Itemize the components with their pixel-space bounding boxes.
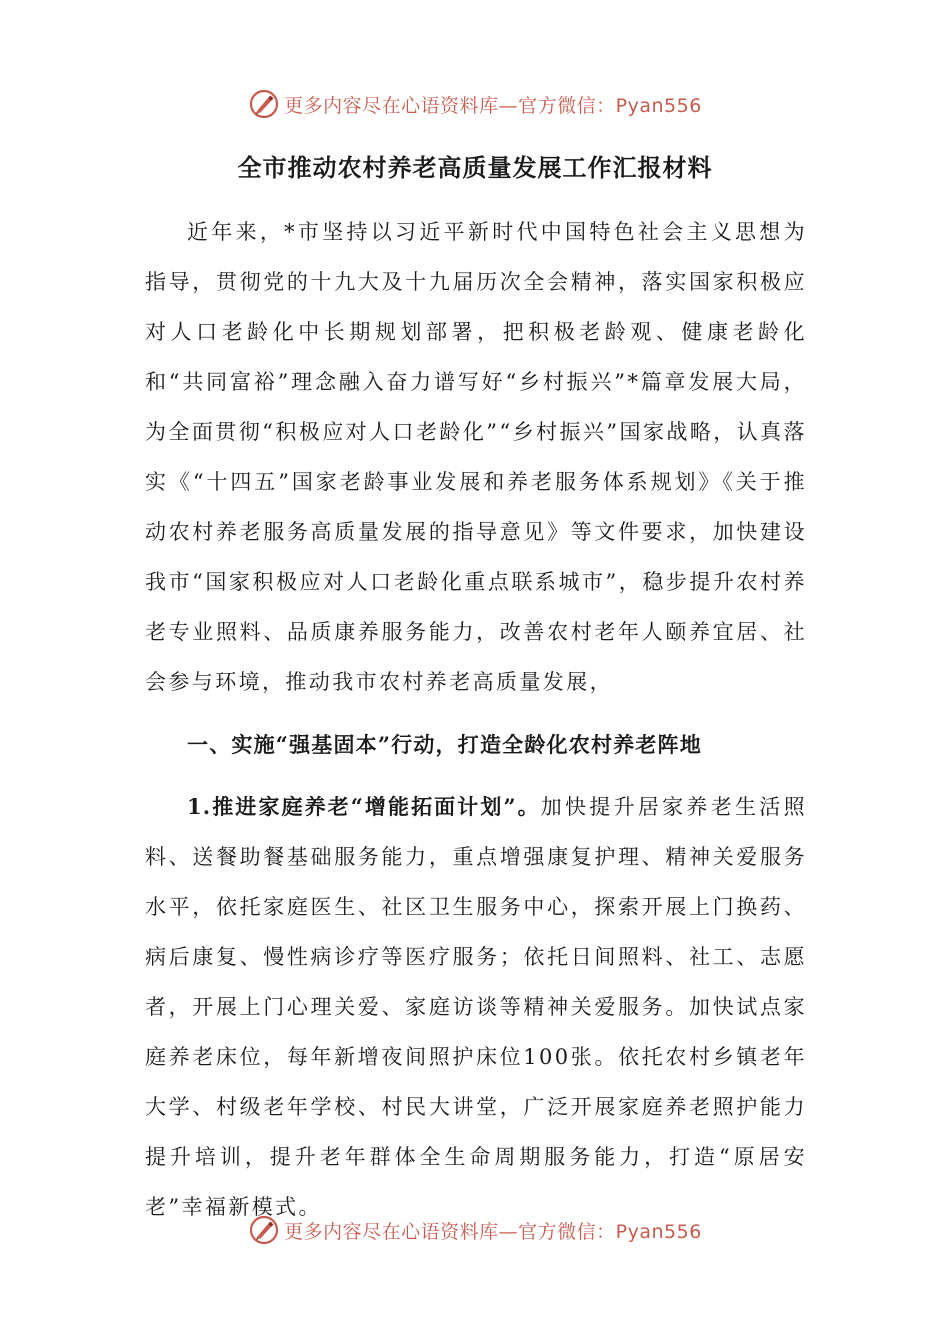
- pen-logo-icon: [248, 88, 280, 120]
- item-1-text: 加快提升居家养老生活照料、送餐助餐基础服务能力，重点增强康复护理、精神关爱服务水平，依托家庭医生、社区卫生服务中心，探索开展上门换药、病后康复、慢性病诊疗等医疗服务；依托日间照料、社工、志愿者，开展上门心理关爱、家庭访谈等精神关爱服务。加快试点家庭养老床位，每年新增夜间照护床位100张。依托农村乡镇老年大学、村级老年学校、村民大讲堂，广泛开展家庭养老照护能力提升培训，提升老年群体全生命周期服务能力，打造“原居安老”幸福新模式。: [145, 795, 807, 1219]
- pen-logo-icon: [248, 1214, 280, 1246]
- section-heading-1: 一、实施“强基固本”行动，打造全龄化农村养老阵地: [187, 732, 702, 757]
- intro-paragraph: 近年来，*市坚持以习近平新时代中国特色社会主义思想为指导，贯彻党的十九大及十九届历次全会精神，落实国家积极应对人口老龄化中长期规划部署，把积极老龄观、健康老龄化和“共同富裕”理念融入奋力谱写好“乡村振兴”*篇章发展大局，为全面贯彻“积极应对人口老龄化”“乡村振兴”国家战略，认真落实《“十四五”国家老龄事业发展和养老服务体系规划》《关于推动农村养老服务高质量发展的指导意见》等文件要求，加快建设我市“国家积极应对人口老龄化重点联系城市”，稳步提升农村养老专业照料、品质康养服务能力，改善农村老年人颐养宜居、社会参与环境，推动我市农村养老高质量发展，: [145, 220, 807, 694]
- item-1-paragraph: [145, 782, 807, 1232]
- document-title: 全市推动农村养老高质量发展工作汇报材料: [237, 153, 713, 182]
- watermark-banner-top: [0, 84, 950, 124]
- watermark-text: [284, 91, 702, 118]
- watermark-banner-bottom: [0, 1210, 950, 1250]
- watermark-wechat-id: Pyan556: [615, 1220, 702, 1243]
- watermark-wechat-id: Pyan556: [615, 94, 702, 117]
- watermark-text: [284, 1217, 702, 1244]
- item-1-lead: 1.推进家庭养老“增能拓面计划”。: [187, 794, 541, 819]
- watermark-text-cn: 更多内容尽在心语资料库—官方微信：: [284, 94, 616, 117]
- watermark-text-cn: 更多内容尽在心语资料库—官方微信：: [284, 1220, 616, 1243]
